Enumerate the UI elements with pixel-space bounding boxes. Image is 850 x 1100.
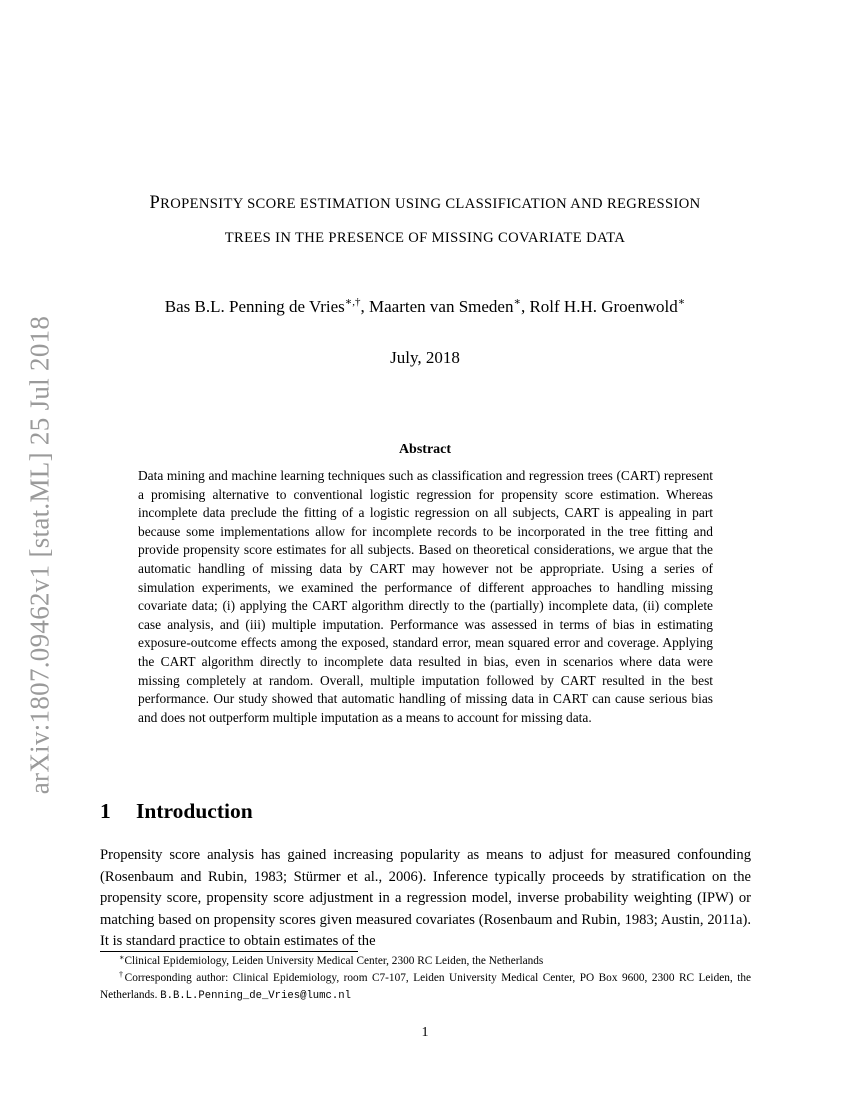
footnote-text: Corresponding author: Clinical Epidemiology, room C7-107, Leiden University Medical Center, PO Box 9600, 2300 RC Leiden, the Netherlands. bbox=[100, 972, 752, 1002]
section-heading bbox=[100, 799, 253, 824]
author-list bbox=[60, 297, 790, 317]
author-separator: , bbox=[520, 297, 530, 316]
footnotes bbox=[100, 953, 751, 1006]
footnote-rule bbox=[100, 951, 358, 952]
footnote bbox=[100, 953, 751, 970]
paper-title-line-1: PROPENSITY SCORE ESTIMATION USING CLASSIFICATION AND REGRESSION bbox=[149, 193, 701, 213]
introduction-paragraph: Propensity score analysis has gained increasing popularity as means to adjust for measured confounding (Rosenbaum and Rubin, 1983; Stürmer et al., 2006). Inference typically proceeds by stratification on the propensity score, propensity score adjustment in a regression model, inverse probability weighting (IPW) or matching based on propensity scores given measured covariates (Rosenbaum and Rubin, 1983; Austin, 2011a). It is standard practice to obtain estimates of the bbox=[100, 847, 751, 950]
arxiv-stamp-text: arXiv:1807.09462v1 [stat.ML] 25 Jul 2018 bbox=[24, 315, 55, 795]
page-number: 1 bbox=[421, 1025, 429, 1040]
footnote-text: Clinical Epidemiology, Leiden University Medical Center, 2300 RC Leiden, the Netherlands bbox=[124, 955, 544, 967]
author-affiliation-mark: ∗,† bbox=[344, 296, 361, 308]
section-number: 1 bbox=[100, 799, 111, 823]
author-name: Rolf H.H. Groenwold bbox=[529, 297, 678, 316]
footnote-mark: † bbox=[119, 970, 125, 980]
author-affiliation-mark: ∗ bbox=[513, 296, 521, 308]
author-name: Maarten van Smeden bbox=[369, 297, 514, 316]
footnote-mark: ∗ bbox=[119, 953, 125, 962]
corresponding-author-email[interactable]: B.B.L.Penning_de_Vries@lumc.nl bbox=[160, 990, 351, 1003]
author-separator: , bbox=[360, 297, 370, 316]
abstract-body: Data mining and machine learning techniques such as classification and regression trees (CART) represent a promising alternative to conventional logistic regression for propensity score estimation. Whereas incomplete data preclude the fitting of a logistic regression on all subjects, CART is appealing in part because some implementations allow for incomplete records to be incorporated in the tree fitting and provide propensity score estimates for all subjects. Based on theoretical considerations, we argue that the automatic handling of missing data by CART may however not be appropriate. Using a series of simulation experiments, we examined the performance of different approaches to handling missing covariate data; (i) applying the CART algorithm directly to the (partially) incomplete data, (ii) complete case analysis, and (iii) multiple imputation. Performance was assessed in terms of bias in estimating exposure-outcome effects among the exposed, standard error, mean squared error and coverage. Applying the CART algorithm directly to incomplete data resulted in bias, even in scenarios where data were missing completely at random. Overall, multiple imputation followed by CART resulted in the best performance. Our study showed that automatic handling of missing data in CART can cause serious bias and does not outperform multiple imputation as a means to account for missing data. bbox=[138, 468, 713, 725]
footnote bbox=[100, 970, 751, 1005]
paper-title-line-2: TREES IN THE PRESENCE OF MISSING COVARIATE DATA bbox=[224, 230, 626, 246]
paper-date: July, 2018 bbox=[390, 348, 460, 367]
section-title: Introduction bbox=[136, 799, 253, 823]
author-name: Bas B.L. Penning de Vries bbox=[164, 297, 345, 316]
author-affiliation-mark: ∗ bbox=[677, 296, 686, 308]
abstract-heading: Abstract bbox=[398, 442, 452, 457]
